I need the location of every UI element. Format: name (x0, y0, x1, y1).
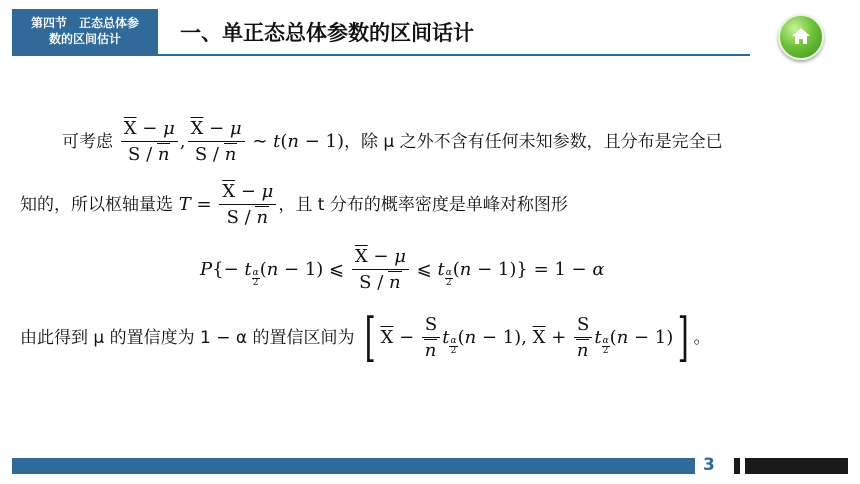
formula-line-1: 可考虑 $\frac{\overline{X} - \mu}{S / n}$ , $\frac{\overline{X} - \mu}{S / n}$ ∼ t(n − 1)，除 μ 之外不含有任何未知参数，且分布是完全已 (62, 118, 723, 165)
line4-prefix: 由此得到 μ 的置信度为 1 − α 的置信区间为 (20, 328, 355, 348)
section-label-line2: 数的区间估计 (48, 32, 121, 46)
line2-suffix: ，且 t 分布的概率密度是单峰对称图形 (278, 195, 568, 215)
page-title: 一、单正态总体参数的区间话计 (180, 21, 474, 45)
line4-suffix: 。 (693, 328, 711, 348)
formula-line-4: 由此得到 μ 的置信度为 1 − α 的置信区间为 [ $\overline{X}$ − $\frac{S}{n}$ t $\frac{\alpha}{2}$ (n − 1), $\overline{X}$ + $\frac{S}{n}$ t $\frac{\alpha}{2}$ (n − 1)] 。 (20, 308, 711, 368)
fraction-probability: $\frac{\overline{X} - \mu}{S / n}$ (352, 246, 409, 294)
fraction-pivot-T: $\frac{\overline{X} - \mu}{S / n}$ (219, 181, 276, 229)
footer-bar (12, 458, 695, 474)
fraction-s-sqrt-n-left: $\frac{S}{n}$ (422, 314, 440, 362)
line2-prefix: 知的，所以枢轴量选 (20, 195, 173, 215)
page-number: 3 (703, 455, 715, 475)
line1-prefix: 可考虑 (62, 132, 113, 152)
formula-line-2: 知的，所以枢轴量选 T = $\frac{\overline{X} - \mu}{S / n}$ ，且 t 分布的概率密度是单峰对称图形 (20, 181, 568, 228)
fraction-s-sqrt-n-right: $\frac{S}{n}$ (574, 314, 592, 362)
fraction-pivot-2: $\frac{\overline{X} - \mu}{S / n}$ (188, 118, 245, 166)
header-divider (12, 54, 750, 56)
section-label-line1: 第四节 正态总体参 (30, 16, 139, 30)
section-label (12, 9, 158, 55)
footer-dark-block (745, 458, 848, 474)
formula-line-3: P{− t $\frac{\alpha}{2}$ (n − 1) ⩽ $\frac{\overline{X} - \mu}{S / n}$ ⩽ t $\frac{\alpha}{2}$ (n − 1)} = 1 − α (200, 246, 605, 293)
line1-suffix: ，除 μ 之外不含有任何未知参数，且分布是完全已 (344, 132, 723, 152)
home-button[interactable] (778, 14, 824, 60)
footer-dark-block-small (734, 458, 740, 474)
fraction-pivot-1: $\frac{\overline{X} - \mu}{S / n}$ (121, 118, 178, 166)
